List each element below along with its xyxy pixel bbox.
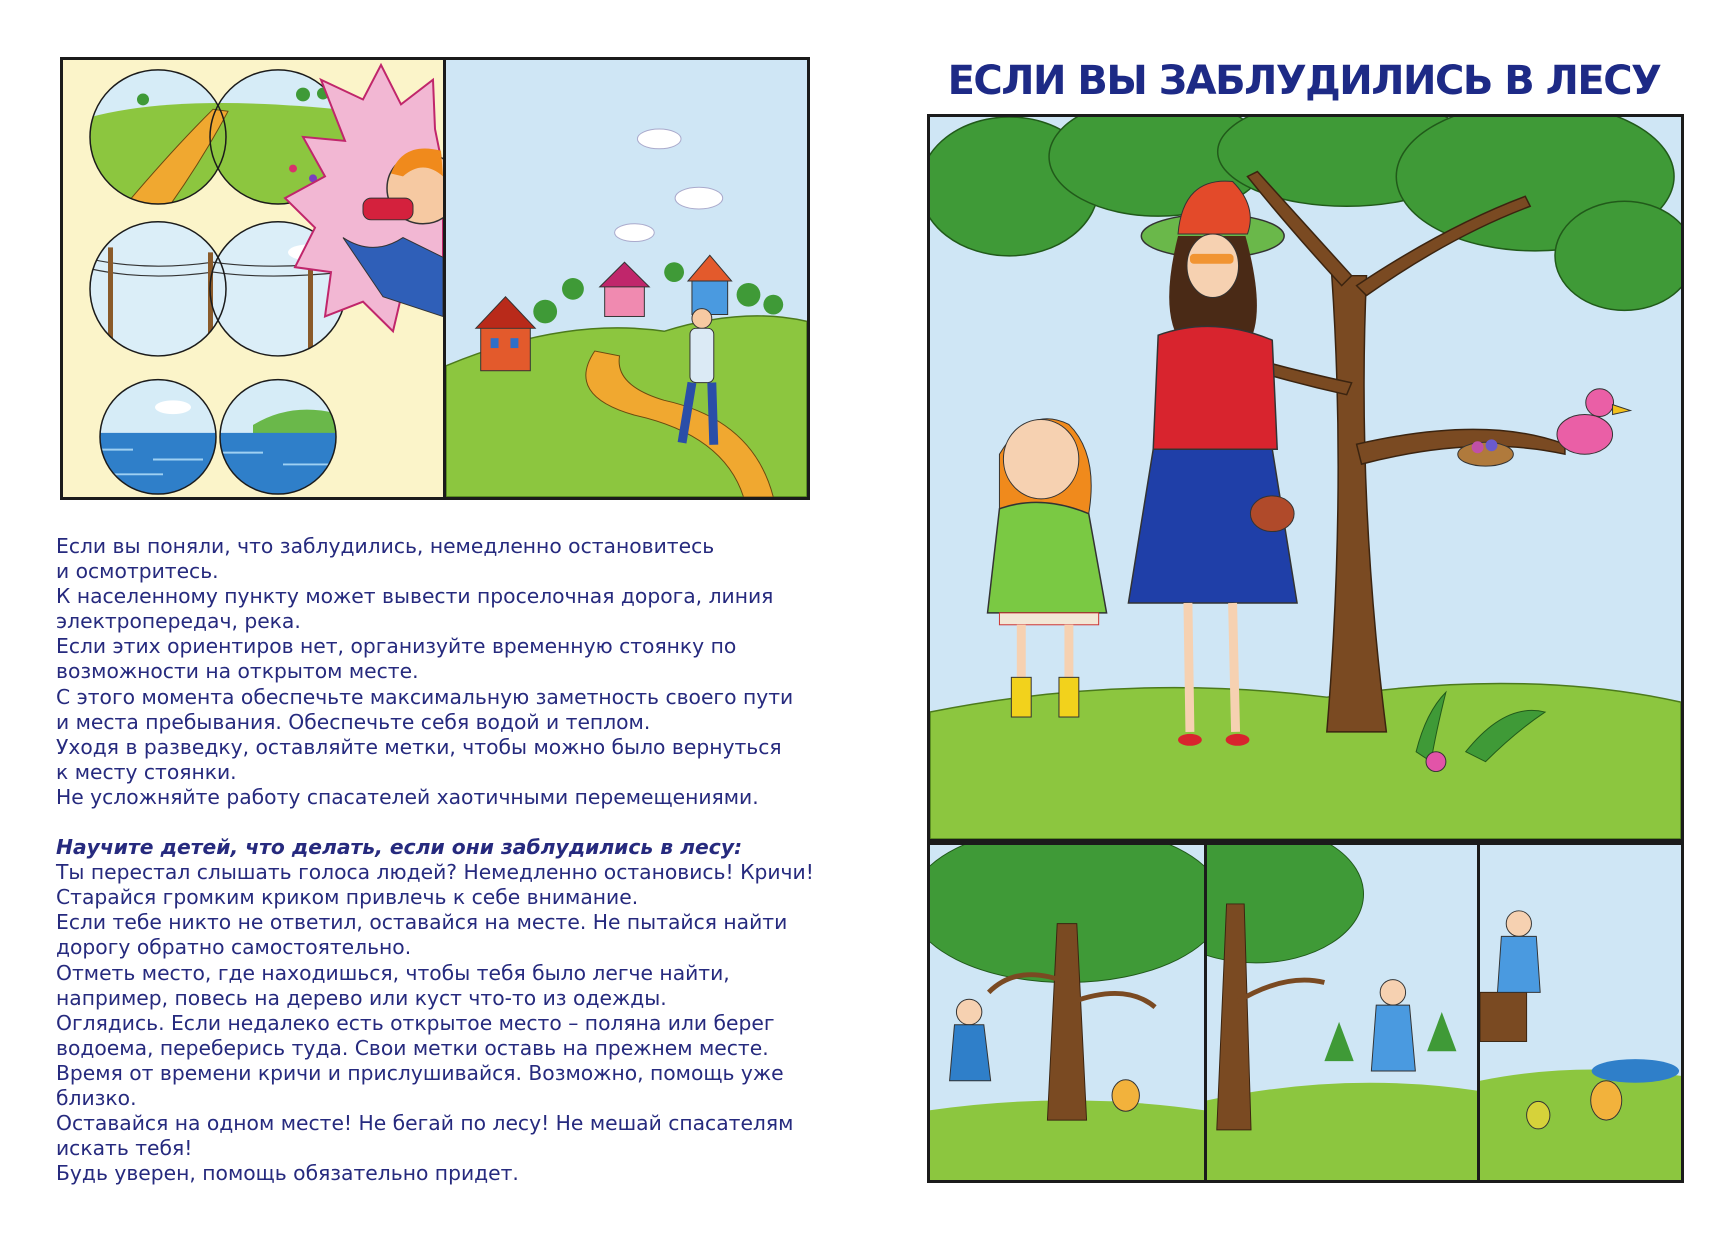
children-instruction-line: Оглядись. Если недалеко есть открытое место – поляна или берег (56, 1010, 775, 1035)
comic-panel-2 (1204, 842, 1480, 1183)
village-scene (443, 60, 807, 497)
tree-stump (1480, 992, 1527, 1041)
comic-panel-1 (927, 842, 1207, 1183)
instruction-line: С этого момента обеспечьте максимальную заметность своего пути (56, 684, 794, 709)
instruction-line: Не усложняйте работу спасателей хаотичными перемещениями. (56, 784, 759, 809)
children-instruction-line: близко. (56, 1085, 137, 1110)
instructions-text (56, 534, 836, 1186)
comic-panel-3 (1477, 842, 1684, 1183)
children-instruction-line: Будь уверен, помощь обязательно придет. (56, 1161, 519, 1186)
binoculars-icon (363, 198, 413, 220)
instruction-line: К населенному пункту может вывести проселочная дорога, линия (56, 584, 774, 609)
children-instruction-line: Оставайся на одном месте! Не бегай по лесу! Не мешай спасателям (56, 1111, 794, 1136)
instruction-line: Уходя в разведку, оставляйте метки, чтобы можно было вернуться (56, 734, 782, 759)
children-instruction-line: Отметь место, где находишься, чтобы тебя было легче найти, (56, 960, 730, 985)
children-instruction-line: Если тебе никто не ответил, оставайся на месте. Не пытайся найти (56, 910, 788, 935)
basket-icon (1250, 496, 1294, 532)
binoculars-illustration (60, 57, 810, 500)
instruction-line: Если этих ориентиров нет, организуйте временную стоянку по (56, 634, 737, 659)
children-instruction-line: Старайся громким криком привлечь к себе внимание. (56, 885, 639, 910)
rabbit-icon (1112, 1080, 1139, 1111)
instruction-line: и места пребывания. Обеспечьте себя водой и теплом. (56, 709, 651, 734)
children-instruction-line: дорогу обратно самостоятельно. (56, 935, 412, 960)
binocular-views (63, 60, 443, 497)
forest-main-scene (927, 114, 1684, 842)
children-instruction-line: например, повесь на дерево или куст что-то из одежды. (56, 985, 667, 1010)
paragraph-gap (56, 810, 836, 835)
instruction-line: электропередач, река. (56, 609, 301, 634)
children-instruction-line: Время от времени кричи и прислушивайся. Возможно, помощь уже (56, 1060, 784, 1085)
children-instruction-line: искать тебя! (56, 1136, 193, 1161)
rabbit-icon (1591, 1081, 1622, 1120)
children-instruction-line: водоема, переберись туда. Свои метки оставь на прежнем месте. (56, 1035, 769, 1060)
instruction-line: Если вы поняли, что заблудились, немедленно остановитесь (56, 534, 715, 558)
instruction-line: возможности на открытом месте. (56, 659, 419, 684)
page-title: ЕСЛИ ВЫ ЗАБЛУДИЛИСЬ В ЛЕСУ (947, 58, 1661, 104)
children-instruction-line: Ты перестал слышать голоса людей? Немедленно остановись! Кричи! (56, 860, 814, 885)
frog-icon (1527, 1101, 1550, 1129)
instruction-line: к месту стоянки. (56, 759, 237, 784)
children-heading: Научите детей, что делать, если они заблудились в лесу: (56, 835, 743, 860)
instruction-line: и осмотритесь. (56, 559, 219, 584)
